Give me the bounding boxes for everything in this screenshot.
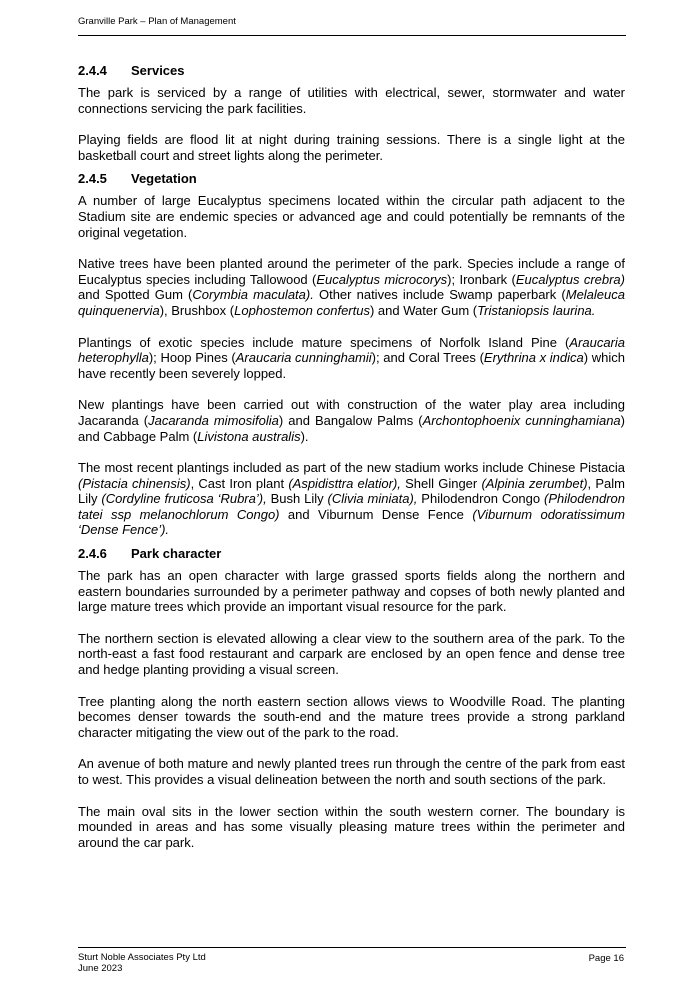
species-name: Tristaniopsis laurina. — [477, 302, 596, 318]
body-paragraph — [78, 568, 625, 615]
body-paragraph — [78, 631, 625, 678]
species-name: (Viburnum odoratissimum ‘Dense Fence’). — [78, 506, 625, 538]
species-name: Araucaria heterophylla — [78, 334, 625, 366]
text-run: , Palm Lily — [78, 475, 625, 507]
species-name: Corymbia maculata). — [192, 287, 314, 303]
species-name: Eucalyptus crebra) — [515, 271, 625, 287]
body-paragraph — [78, 85, 625, 116]
text-run: ) and Bangalow Palms ( — [278, 412, 423, 428]
text-run: ) and Water Gum ( — [369, 302, 478, 318]
text-run: ); and Coral Trees ( — [371, 350, 484, 366]
body-paragraph — [78, 256, 625, 318]
section-number: 2.4.5 — [78, 171, 107, 187]
section-number: 2.4.4 — [78, 63, 107, 78]
section-title: Vegetation — [131, 171, 197, 187]
body-paragraph — [78, 756, 625, 787]
section-title: Park character — [131, 546, 222, 562]
text-run: Playing fields are flood lit at night during training sessions. There is a single light at the basketball court and street lights along the perimeter. — [78, 132, 625, 163]
text-run: The main oval sits in the lower section within the south western corner. The boundary is mounded in areas and has some visually pleasing mature trees within the perimeter and around the car park. — [78, 803, 625, 850]
page-number: Page 16 — [588, 953, 624, 964]
text-run: , Cast Iron plant — [190, 475, 289, 491]
page-footer — [78, 947, 626, 974]
body-paragraph — [78, 397, 625, 444]
text-run: The park is serviced by a range of utilities with electrical, sewer, stormwater and water connections servicing the park facilities. — [78, 85, 625, 116]
species-name: (Alpinia zerumbet) — [481, 475, 588, 491]
species-name: (Cordyline fruticosa ‘Rubra’), — [101, 491, 267, 507]
text-run: and Viburnum Dense Fence — [279, 506, 473, 522]
body-paragraph — [78, 804, 625, 851]
text-run: Native trees have been planted around the perimeter of the park. Species include a range of Eucalyptus species including Tallowood ( — [78, 256, 625, 287]
page-header — [78, 16, 626, 36]
text-run: ); Ironbark ( — [447, 271, 516, 287]
text-run: ), Brushbox ( — [159, 302, 235, 318]
text-run: Bush Lily — [266, 491, 328, 507]
species-name: Melaleuca quinquenervia — [78, 287, 625, 318]
body-paragraph — [78, 193, 625, 240]
text-run: Shell Ginger — [400, 475, 482, 491]
text-run: Tree planting along the north eastern section allows views to Woodville Road. The planting becomes denser towards the south-end and the mature trees provide a strong parkland character mitigating the view out of the park to the road. — [78, 693, 625, 740]
text-run: ) which have recently been severely lopped. — [78, 350, 625, 381]
text-run: Other natives include Swamp paperbark ( — [313, 287, 566, 303]
species-name: (Pistacia chinensis) — [78, 475, 191, 491]
section-heading — [78, 171, 625, 187]
text-run: The northern section is elevated allowing a clear view to the southern area of the park. To the north-east a fast food restaurant and carpark are enclosed by an open fence and dense tree and hedge planting providing a visual screen. — [78, 630, 625, 678]
text-run: ) and Cabbage Palm ( — [78, 412, 626, 444]
species-name: Livistona australis — [197, 428, 301, 444]
document-body — [78, 63, 625, 858]
text-run: ). — [300, 428, 309, 444]
text-run: Philodendron Congo — [417, 491, 545, 507]
species-name: Jacaranda mimosifolia — [148, 412, 279, 428]
text-run: Plantings of exotic species include mature specimens of Norfolk Island Pine ( — [78, 334, 570, 350]
section-heading — [78, 63, 625, 79]
species-name: Araucaria cunninghamii — [235, 350, 372, 366]
footer-company: Sturt Noble Associates Pty Ltd — [78, 952, 206, 963]
species-name: (Philodendron tatei ssp melanochlorum Congo) — [78, 491, 625, 522]
document-title: Granville Park – Plan of Management — [78, 16, 236, 27]
text-run: and Spotted Gum ( — [78, 287, 193, 303]
species-name: Lophostemon confertus — [234, 302, 370, 318]
text-run: A number of large Eucalyptus specimens located within the circular path adjacent to the Stadium site are endemic species or advanced age and could potentially be remnants of the original vegetation. — [78, 193, 625, 240]
text-run: New plantings have been carried out with construction of the water play area including Jacaranda ( — [78, 397, 625, 428]
species-name: Erythrina x indica — [483, 350, 584, 366]
species-name: Archontophoenix cunninghamiana — [422, 412, 621, 428]
body-paragraph — [78, 460, 625, 538]
body-paragraph — [78, 132, 625, 163]
body-paragraph — [78, 335, 625, 382]
footer-date: June 2023 — [78, 963, 123, 974]
species-name: Eucalyptus microcorys — [316, 271, 448, 287]
text-run: An avenue of both mature and newly planted trees run through the centre of the park from east to west. This provides a visual delineation between the north and south sections of the park. — [78, 756, 625, 787]
section-title: Services — [131, 63, 185, 78]
text-run: ); Hoop Pines ( — [148, 350, 236, 366]
text-run: The park has an open character with large grassed sports fields along the northern and eastern boundaries surrounded by a perimeter pathway and copses of both newly planted and large mature trees which provide an important visual resource for the park. — [78, 568, 625, 615]
section-number: 2.4.6 — [78, 546, 107, 562]
text-run: The most recent plantings included as part of the new stadium works include Chinese Pistacia — [78, 460, 625, 476]
species-name: (Clivia miniata), — [327, 491, 418, 507]
species-name: (Aspidisttra elatior), — [288, 475, 401, 491]
section-heading — [78, 546, 625, 562]
body-paragraph — [78, 694, 625, 741]
